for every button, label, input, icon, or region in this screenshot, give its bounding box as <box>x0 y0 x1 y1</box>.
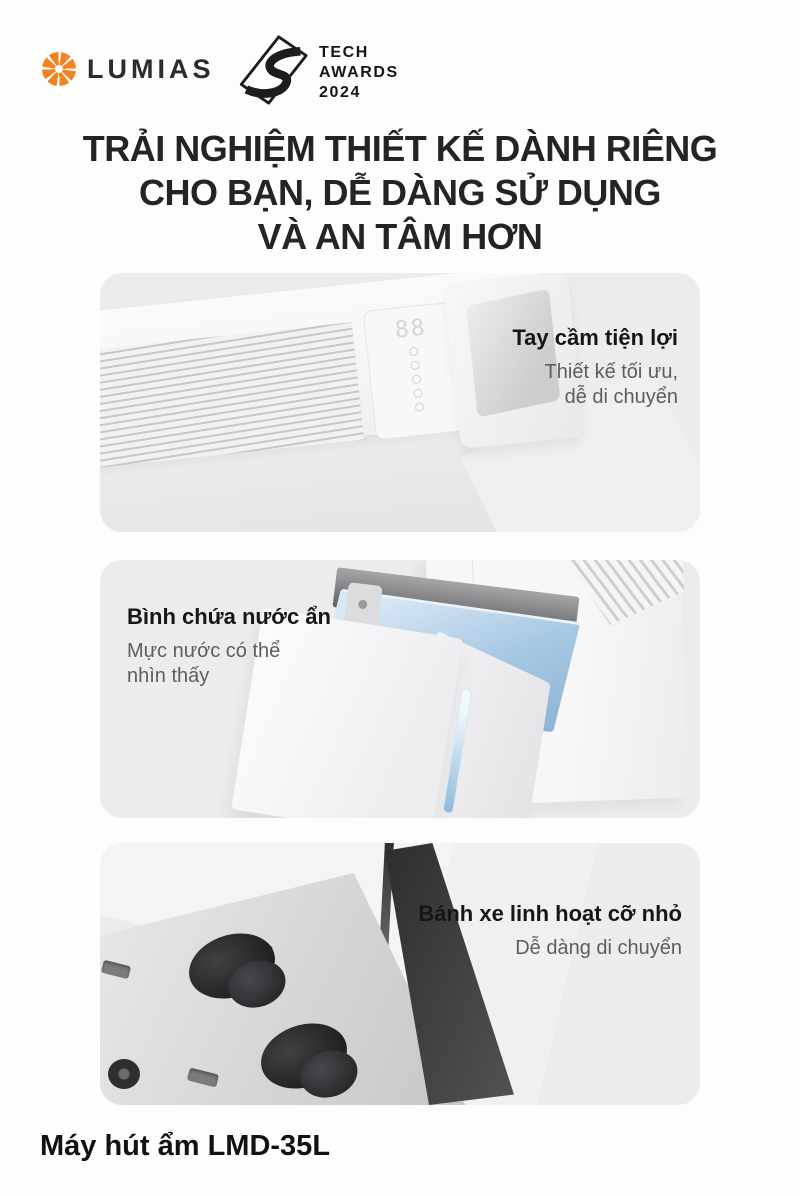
caster-mount-icon <box>108 1059 140 1089</box>
subtitle-line: Thiết kế tối ưu, <box>544 361 678 383</box>
subtitle-line: nhìn thấy <box>127 665 210 687</box>
feature-caption <box>512 325 678 410</box>
product-photo-wheels <box>100 843 700 1105</box>
feature-title: Bánh xe linh hoạt cỡ nhỏ <box>418 901 682 926</box>
tech-awards-s-icon <box>236 34 310 111</box>
lumias-citrus-icon <box>42 52 76 86</box>
led-display: 88 <box>393 314 428 344</box>
feature-title: Tay cầm tiện lợi <box>512 325 678 350</box>
panel-button-icon <box>408 347 418 357</box>
panel-button-icon <box>411 374 421 384</box>
subtitle-line: dễ di chuyển <box>564 386 678 408</box>
feature-card-water-tank <box>100 560 700 818</box>
page-title <box>0 127 800 259</box>
feature-title: Bình chứa nước ẩn <box>127 604 331 629</box>
panel-button-icon <box>413 388 423 398</box>
panel-button-icon <box>414 402 424 412</box>
subtitle-line: Dễ dàng di chuyển <box>515 937 682 959</box>
headline-line: VÀ AN TÂM HƠN <box>257 216 543 257</box>
tech-awards-badge <box>236 34 399 111</box>
panel-button-icon <box>410 361 420 371</box>
product-photo-water-tank <box>100 560 700 818</box>
lumias-wordmark: LUMIAS <box>87 53 215 84</box>
caster-wheel <box>260 1025 370 1105</box>
feature-subtitle <box>418 936 682 961</box>
subtitle-line: Mực nước có thể <box>127 640 281 662</box>
feature-card-wheels <box>100 843 700 1105</box>
caster-wheel <box>188 935 298 1015</box>
feature-subtitle <box>512 360 678 410</box>
award-line: AWARDS <box>319 63 399 81</box>
feature-subtitle <box>127 639 331 689</box>
headline-line: TRẢI NGHIỆM THIẾT KẾ DÀNH RIÊNG <box>82 128 718 169</box>
product-model-name: Máy hút ẩm LMD-35L <box>40 1130 331 1162</box>
feature-card-handle <box>100 273 700 532</box>
feature-caption <box>418 901 682 961</box>
award-line: 2024 <box>319 83 361 101</box>
headline-line: CHO BẠN, DỄ DÀNG SỬ DỤNG <box>139 172 661 213</box>
feature-caption <box>127 604 331 689</box>
lumias-logo <box>42 52 215 86</box>
award-line: TECH <box>319 43 369 61</box>
tech-awards-text <box>319 43 399 103</box>
